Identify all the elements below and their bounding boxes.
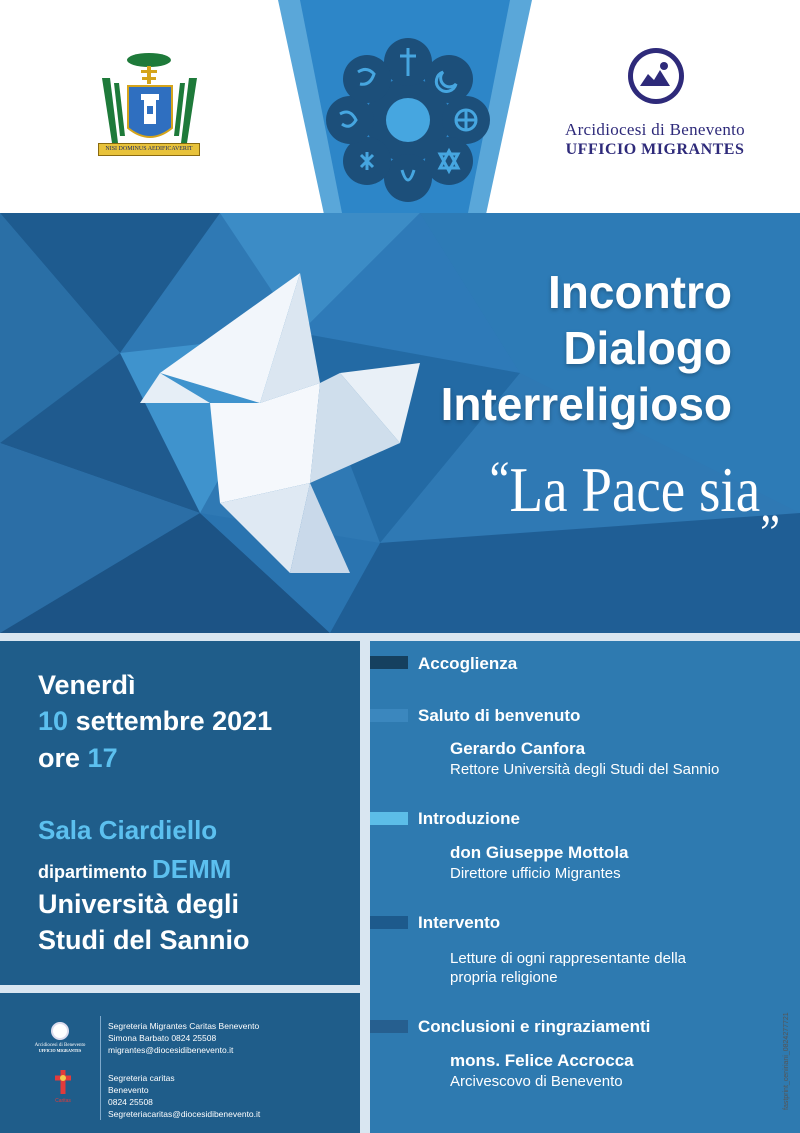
event-room: Sala Ciardiello	[38, 815, 218, 845]
interreligious-symbols-flower-icon	[318, 30, 498, 210]
program-saluto: Saluto di benvenuto	[418, 706, 581, 725]
program-bar-3	[370, 812, 408, 825]
migrantes-email-link[interactable]: migrantes@diocesidibenevento.it	[108, 1045, 234, 1055]
program-introduzione: Introduzione	[418, 809, 520, 828]
footer-seal-icon	[51, 1022, 69, 1040]
program-intervento: Intervento	[418, 913, 501, 932]
program-bar-1	[370, 656, 408, 669]
program-accoglienza: Accoglienza	[418, 654, 518, 673]
title-line-3: Interreligioso	[440, 378, 732, 430]
hero-banner	[0, 213, 800, 633]
title-line-2: Dialogo	[563, 322, 732, 374]
program-saluto-role: Rettore Università degli Studi del Sannio	[450, 761, 720, 778]
program-concl-name: mons. Felice Accrocca	[450, 1051, 634, 1070]
program-bar-2	[370, 709, 408, 722]
event-time: ore 17	[38, 743, 118, 773]
event-university-line1: Università degli	[38, 889, 240, 919]
program-concl-role: Arcivescovo di Benevento	[450, 1073, 623, 1090]
event-motto: “La Pace sia„	[489, 452, 780, 533]
footer-divider	[100, 1016, 101, 1120]
diocese-seal-icon	[626, 46, 686, 106]
organization-name: Arcidiocesi di Benevento	[565, 120, 745, 139]
program-intervento-text: Letture di ogni rappresentante della propria religione	[450, 950, 687, 986]
program-saluto-name: Gerardo Canfora	[450, 739, 586, 758]
office-name: UFFICIO MIGRANTES	[565, 141, 745, 158]
caritas-label: Caritas	[55, 1098, 71, 1104]
program-conclusioni: Conclusioni e ringraziamenti	[418, 1017, 651, 1036]
event-university-line2: Studi del Sannio	[38, 925, 250, 955]
contact-caritas: Segreteria caritas Benevento 0824 25508 Segreteriacaritas@diocesidibenevento.it	[108, 1073, 261, 1119]
footer-diocese-logo: Arcidiocesi di Benevento UFFICIO MIGRANTES	[30, 1022, 90, 1053]
program-bar-5	[370, 1020, 408, 1033]
event-day: Venerdì	[38, 670, 136, 700]
program-intro-name: don Giuseppe Mottola	[450, 843, 629, 862]
motto-text: La Pace sia	[509, 454, 761, 525]
title-line-1: Incontro	[548, 266, 732, 318]
contact-migrantes: Segreteria Migrantes Caritas Benevento Simona Barbato 0824 25508 migrantes@diocesidibenevento.it	[108, 1021, 260, 1055]
header-banner	[0, 0, 800, 213]
event-department: dipartimento DEMM	[38, 854, 232, 884]
origami-dove-icon	[100, 253, 430, 583]
program-intro-role: Direttore ufficio Migrantes	[450, 865, 621, 882]
caritas-email-link[interactable]: Segreteriacaritas@diocesidibenevento.it	[108, 1109, 261, 1119]
caritas-logo-icon	[53, 1068, 73, 1096]
printer-code: fastprint_ceniriani_0824277721	[783, 1012, 790, 1110]
event-date: 10 settembre 2021	[38, 706, 273, 736]
crest-motto: NISI DOMINUS AEDIFICAVERIT	[98, 143, 200, 156]
program-bar-4	[370, 916, 408, 929]
